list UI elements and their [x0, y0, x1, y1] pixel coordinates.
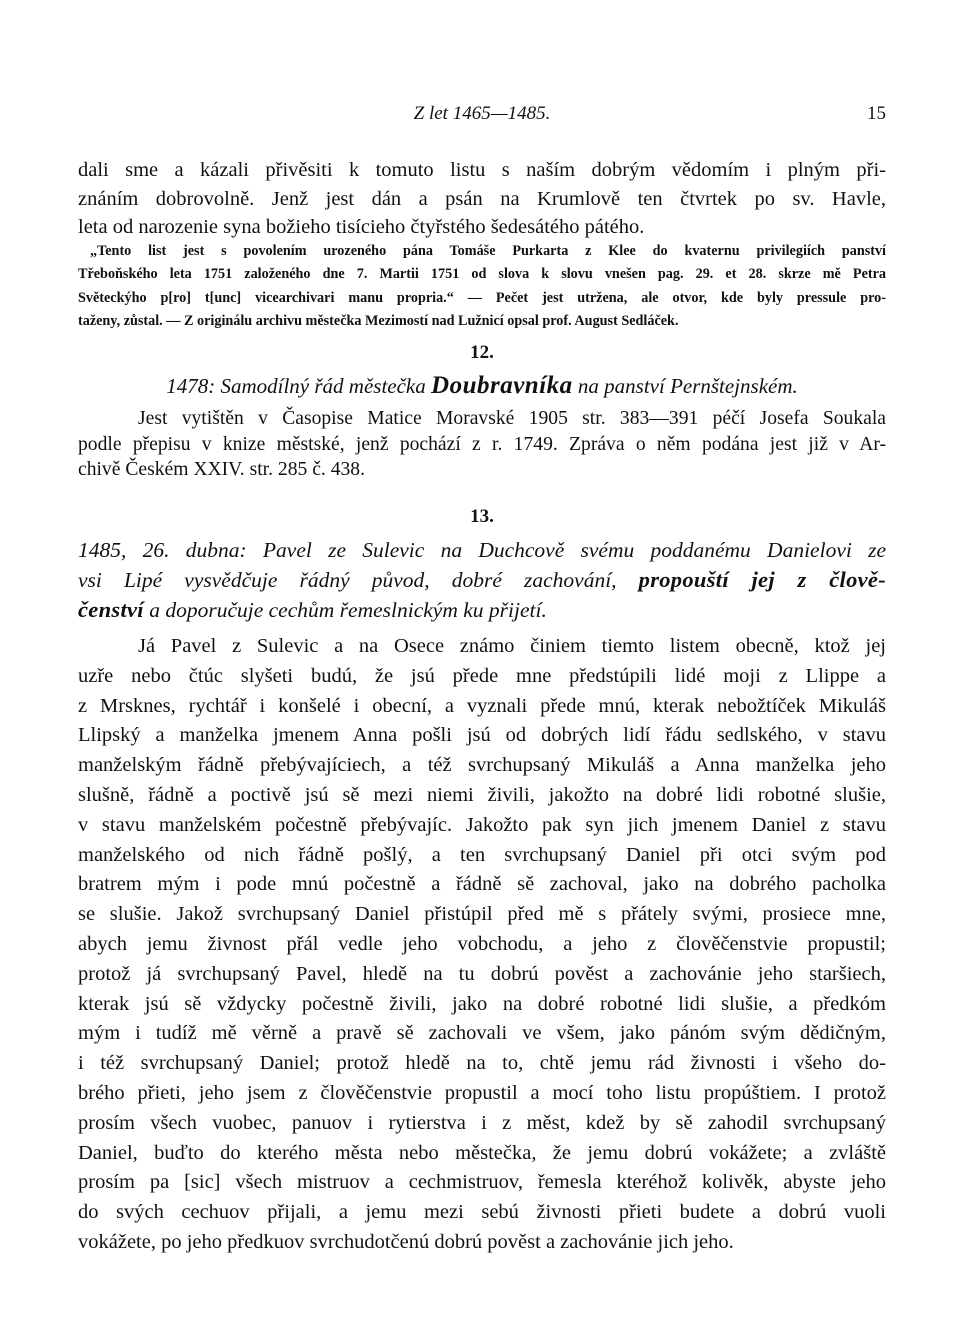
text-line: se slušie. Jakož svrchupsaný Daniel přistúpil před mě s přátely svými, prosiece mne, — [78, 903, 886, 926]
text-line: leta od narozenie syna božieho tisícieho čtyřstého šedesátého pátého. — [78, 216, 645, 239]
title-emphasis: propouští jej z člově- — [638, 567, 886, 592]
section-number-13: 13. — [470, 506, 494, 527]
section-13-title — [78, 536, 886, 625]
text-line: z Mrsknes, rychtář i konšelé i obecní, a vyznali přede mnú, kterak nebožtíček Mikuláš — [78, 694, 886, 717]
document-page — [78, 0, 886, 1323]
text-line: bratrem mým i pode mnú počestně a řádně sě zachoval, jako na dobrého pacholka — [78, 873, 886, 896]
text-line: Llipský a manželka jmenem Anna pošli jsú od dobrých lidí řádu sedlského, v stavu — [78, 724, 886, 747]
title-line — [78, 595, 886, 625]
text-line: Jest vytištěn v Časopise Matice Moravské 1905 str. 383—391 péčí Josefa Soukala — [138, 408, 886, 429]
editorial-note — [78, 240, 886, 333]
text-line: vokážete, po jeho předkuov svrchudotčenú dobrú pověst a zachovánie jich jeho. — [78, 1230, 734, 1253]
text-line: Daniel, buďto do kterého města nebo městečka, že jemu dobrú vokážete; a zvláště — [78, 1141, 886, 1164]
text-line: abych jemu živnost přál vedle jeho vobchodu, a jeho z člověčenstvie propustil; — [78, 932, 886, 955]
paragraph-top — [78, 156, 886, 242]
note-line: „Tento list jest s povolením urozeného pána Tomáše Purkarta z Klee do kvaternu privilegiích panství — [90, 243, 886, 259]
title-text: na panství Pernštejnském. — [577, 374, 798, 398]
text-line: brého přieti, jeho jsem z člověčenstvie propustil a mocí toho listu propúštiem. I protož — [78, 1081, 886, 1104]
running-title: Z let 1465—1485. — [413, 103, 551, 124]
section-12-title — [78, 372, 886, 400]
text-line: prosím pa [sic] všech mistruov a cechmistruov, řemesla kteréhož kolivěk, abyste jeho — [78, 1171, 886, 1194]
text-line: manželského od nich řádně pošlý, a ten svrchupsaný Daniel při otci svým pod — [78, 843, 886, 866]
title-text: a doporučuje cechům řemeslnickým ku přijetí. — [149, 598, 547, 622]
section-number-12: 12. — [470, 342, 494, 363]
note-line: taženy, zůstal. — Z originálu archivu městečka Mezimostí nad Lužnicí opsal prof. August Sedláček. — [78, 312, 679, 329]
title-text: Samodílný řád městečka — [220, 374, 426, 398]
text-line: znáním dobrovolně. Jenž jest dán a psán na Krumlově ten čtvrtek po sv. Havle, — [78, 187, 886, 210]
section-12-paragraph — [78, 406, 886, 483]
text-line: kterak jsú sě vždycky počestně živili, jako na dobré robotné lidi slušie, a předkóm — [78, 992, 886, 1015]
title-line: 1485, 26. dubna: Pavel ze Sulevic na Duchcově svému poddanému Danielovi ze — [78, 538, 886, 562]
section-13-body — [78, 632, 886, 1258]
text-line: manželským řádně přebývajíciech, a též svrchupsaný Mikuláš a Anna manželka jeho — [78, 754, 886, 777]
text-line: dali sme a kázali přivěsiti k tomuto listu s naším dobrým vědomím i plným při- — [78, 159, 886, 181]
title-year: 1478: — [166, 374, 216, 398]
title-emphasis: čenství — [78, 597, 144, 622]
text-line: chivě Českém XXIV. str. 285 č. 438. — [78, 459, 365, 481]
title-text: vsi Lipé vysvědčuje řádný původ, dobré zachování, — [78, 568, 617, 592]
title-place: Doubravníka — [431, 372, 573, 399]
note-line: Třeboňského leta 1751 založeného dne 7. Martii 1751 od slova k slovu vnešen pag. 29. et 28. skrze mě Petra — [78, 266, 886, 283]
text-line: v stavu manželském počestně přebývajíc. Jakožto pak syn jich jmenem Daniel z stavu — [78, 813, 886, 836]
text-line: uzře nebo čtúc slyšeti budú, že jsú přede mne předstúpili lidé moji z Llippe a — [78, 664, 886, 687]
text-line: mým i tudíž mě věrně a pravě sě zachovali ve všem, jako pánóm svým dědičným, — [78, 1022, 886, 1045]
text-line: protož já svrchupsaný Pavel, hledě na tu dobrú pověst a zachovánie jeho staršiech, — [78, 962, 886, 985]
text-line: prosím všech vuobec, panuov i rytierstva i z měst, kdež by sě zahodil svrchupsaný — [78, 1111, 886, 1134]
title-line — [78, 565, 886, 595]
text-line: i též svrchupsaný Daniel; protož hledě na to, chtě jemu rád živnosti i všeho do- — [78, 1052, 886, 1075]
text-line: do svých cechuov přijali, a jemu mezi sebú živnosti přieti budete a dobrú vuoli — [78, 1201, 886, 1224]
note-line: Světeckýho p[ro] t[unc] vicearchivari manu propria.“ — Pečet jest utržena, ale otvor, kde byly pressule pro- — [78, 289, 886, 306]
text-line: Já Pavel z Sulevic a na Osece známo činiem tiemto listem obecně, ktož jej — [138, 635, 886, 657]
page-number: 15 — [867, 103, 886, 124]
page-header — [78, 103, 886, 133]
text-line: podle přepisu v knize městské, jenž pochází z r. 1749. Zpráva o něm podána jest již v Ar- — [78, 433, 886, 455]
text-line: slušně, řádně a poctivě jsú sě mezi niemi živili, jakožto na dobré lidi robotné slušie, — [78, 783, 886, 806]
